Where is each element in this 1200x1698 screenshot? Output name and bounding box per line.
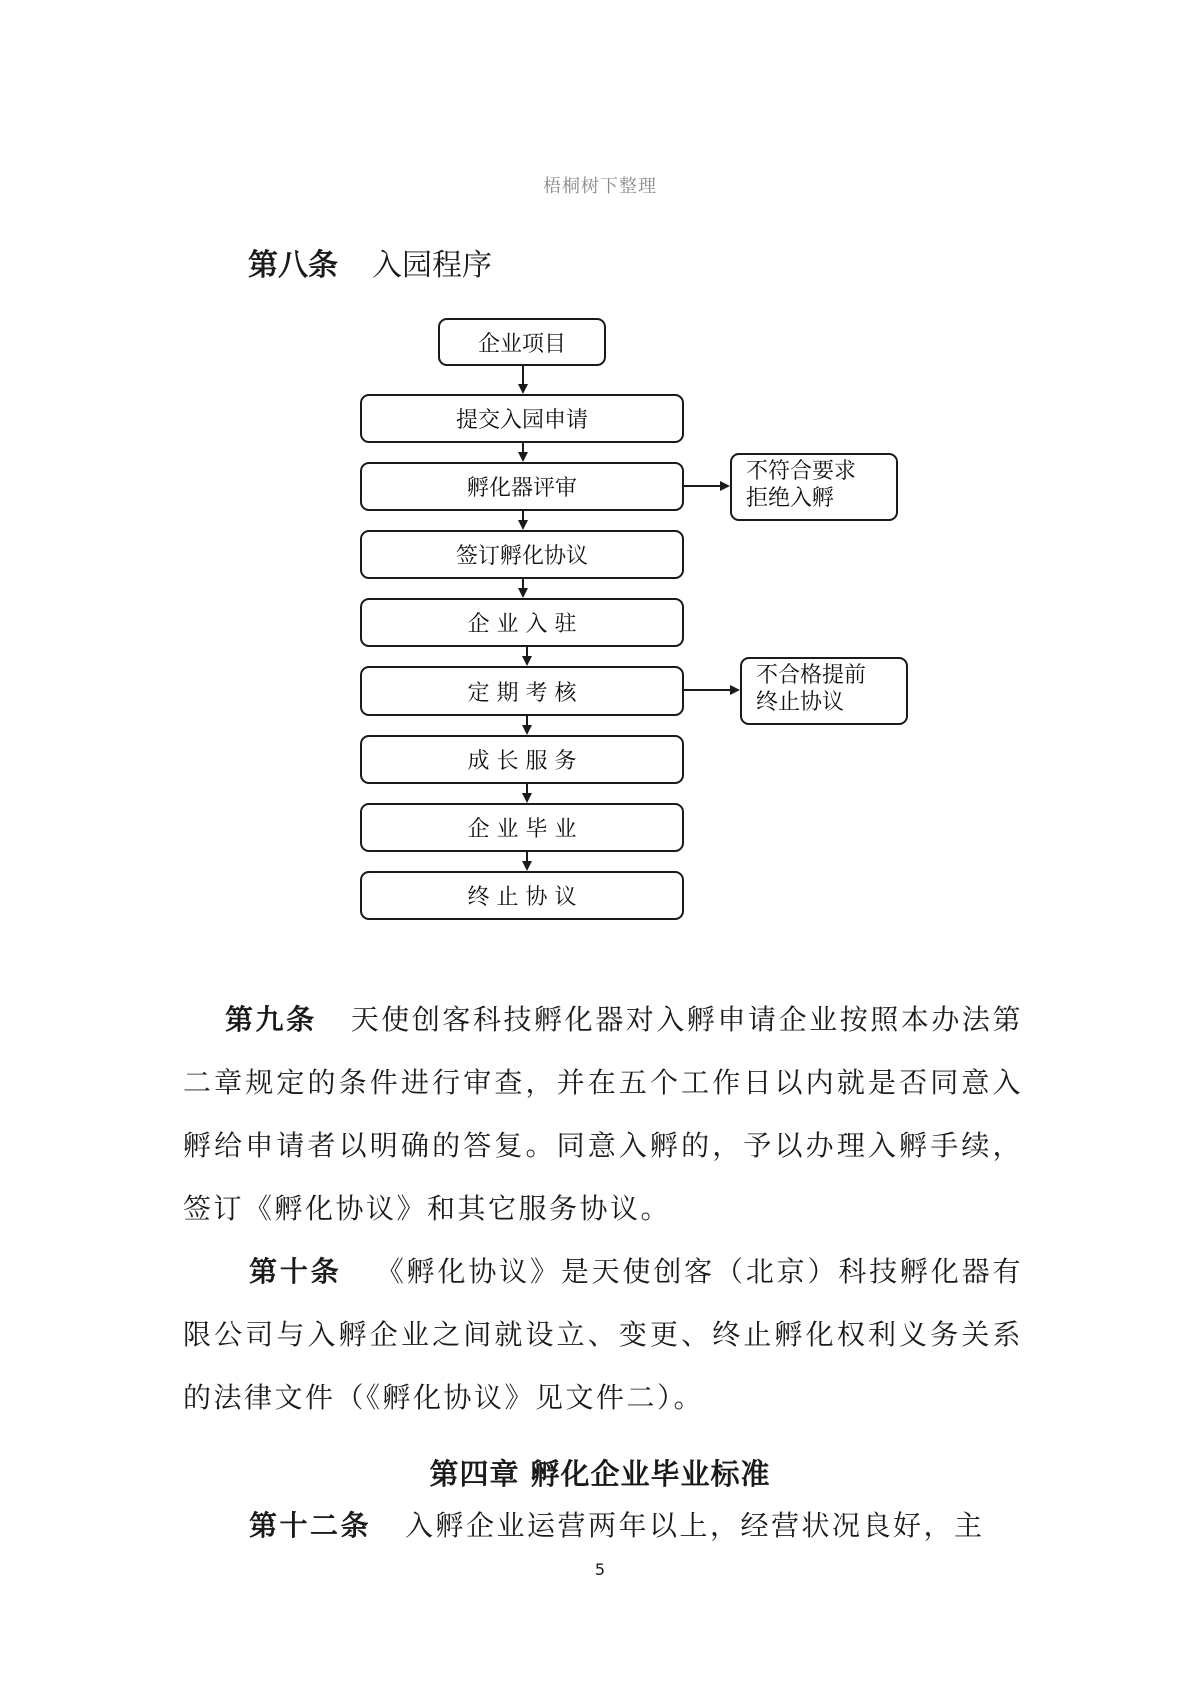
page-header: 梧桐树下整理 — [543, 176, 657, 197]
article-8-label: 第八条 — [248, 248, 338, 283]
article-9-text: 天使创客科技孵化器对入孵申请企业按照本办法第二章规定的条件进行审查，并在五个工作日以内就是否同意入孵给申请者以明确的答复。同意入孵的，予以办理入孵手续，签订《孵化协议》和其它服务协议。 — [183, 1003, 1023, 1225]
article-12-text: 入孵企业运营两年以上，经营状况良好，主 — [405, 1509, 985, 1542]
article-9-paragraph — [183, 988, 1023, 1240]
flow-branch-early-termination-line2: 终止协议 — [756, 690, 845, 715]
flow-step-terminate-agreement: 终 止 协 议 — [360, 871, 684, 920]
flow-step-enterprise-project: 企业项目 — [438, 318, 606, 366]
flow-branch-reject — [730, 453, 898, 521]
flow-step-incubator-review: 孵化器评审 — [360, 462, 684, 511]
flow-step-move-in: 企 业 入 驻 — [360, 598, 684, 647]
page-number: 5 — [594, 1560, 606, 1579]
article-8-title: 入园程序 — [372, 248, 492, 283]
article-9-label: 第九条 — [225, 1003, 317, 1036]
flow-step-submit-application: 提交入园申请 — [360, 394, 684, 443]
flow-branch-early-termination-line1: 不合格提前 — [756, 663, 867, 688]
flow-step-periodic-assessment: 定 期 考 核 — [360, 666, 684, 716]
flow-branch-reject-line2: 拒绝入孵 — [746, 486, 835, 511]
chapter-4-heading: 第四章 孵化企业毕业标准 — [429, 1457, 771, 1491]
article-12-paragraph — [183, 1494, 1023, 1557]
flow-step-sign-agreement: 签订孵化协议 — [360, 530, 684, 579]
article-10-text: 《孵化协议》是天使创客（北京）科技孵化器有限公司与入孵企业之间就设立、变更、终止孵化权利义务关系的法律文件（《孵化协议》见文件二）。 — [183, 1255, 1023, 1414]
article-10-label: 第十条 — [249, 1255, 342, 1288]
flow-branch-early-termination — [740, 657, 908, 725]
article-12-label: 第十二条 — [249, 1509, 372, 1542]
flow-step-graduation: 企 业 毕 业 — [360, 803, 684, 852]
flow-branch-reject-line1: 不符合要求 — [746, 459, 857, 484]
flow-step-growth-service: 成 长 服 务 — [360, 735, 684, 784]
article-10-paragraph — [183, 1240, 1023, 1429]
